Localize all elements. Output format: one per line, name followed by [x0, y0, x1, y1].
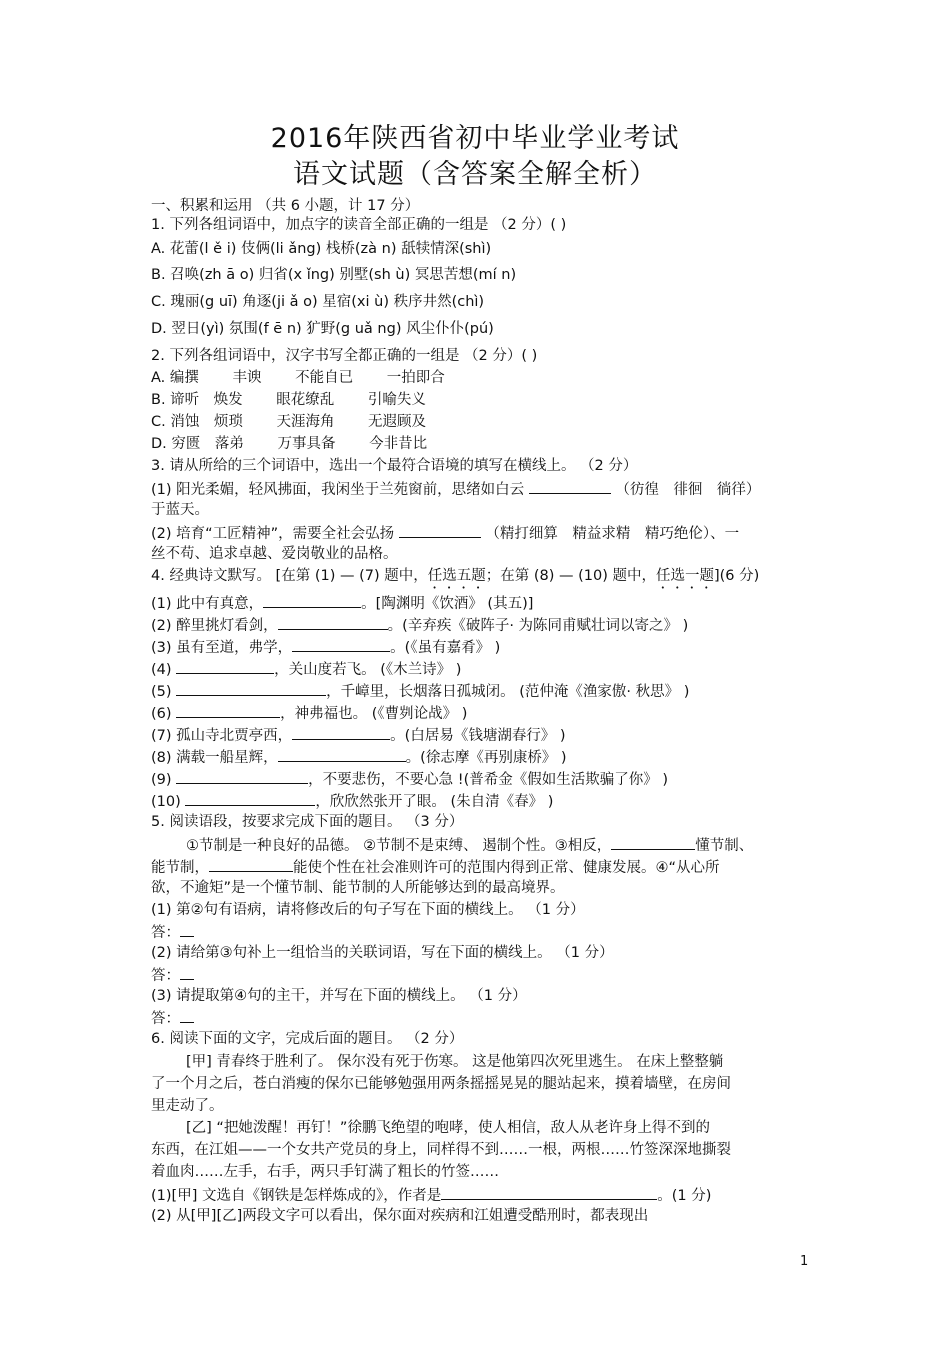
q5-answer-1 — [151, 922, 194, 942]
q5-passage-text: ①节制是一种良好的品德。 ②节制不是束缚、 遏制个性。③相反， — [186, 838, 612, 854]
answer-blank[interactable] — [292, 637, 390, 652]
q6-sub-text: (1)[甲] 文选自《钢铁是怎样炼成的》，作者是 — [151, 1188, 442, 1204]
q4-item-source: 。(辛弃疾《破阵子· 为陈同甫赋壮词以寄之》 ) — [387, 618, 689, 634]
q4-item-source: ，神弗福也。 (《曹刿论战》 ) — [280, 706, 468, 722]
document-title: 2016年陕西省初中毕业学业考试 — [270, 123, 680, 154]
q1-stem: 1. 下列各组词语中，加点字的读音全部正确的一组是 （2 分）( ) — [151, 217, 567, 233]
q6-passage-yi-line: 着血肉……左手，右手，两只手钉满了粗长的竹签…… — [151, 1164, 499, 1180]
q4-item-6 — [151, 703, 467, 723]
q1-option-b: B. 召唤(zh ā o) 归省(x ǐng) 别墅(sh ù) 冥思苦想(mí n) — [151, 267, 517, 283]
q4-stem-part: ](6 分) — [713, 568, 760, 584]
q4-item-source: 。(徐志摩《再别康桥》 ) — [405, 750, 567, 766]
q5-passage-text: 能节制， — [151, 860, 209, 876]
q4-item-source: 。(白居易《钱塘湖春行》 ) — [390, 728, 566, 744]
q5-passage-line-3: 欲，不逾矩”是一个懂节制、能节制的人所能够达到的最高境界。 — [151, 880, 565, 896]
q3-s1-options: （彷徨 徘徊 徜徉） — [615, 482, 761, 498]
q4-stem-part: 4. 经典诗文默写。 [在第 (1) — (7) 题中， — [151, 568, 428, 584]
q1-option-d: D. 翌日(yì) 氛围(f ē n) 犷野(g uǎ ng) 风尘仆仆(pú) — [151, 321, 494, 337]
q6-passage-jia-line: [甲] 青春终于胜利了。 保尔没有死于伤寒。 这是他第四次死里逃生。 在床上整整躺 — [186, 1054, 724, 1070]
q4-item-source: 。[陶渊明《饮酒》 (其五)] — [361, 596, 534, 612]
answer-blank[interactable] — [180, 1008, 194, 1023]
q4-item-text: (5) — [151, 684, 172, 700]
q5-passage-line-1 — [186, 835, 753, 855]
q2-option-c: C. 消蚀 烦琐 天涯海角 无遐顾及 — [151, 414, 427, 430]
q4-item-source: ，千嶂里，长烟落日孤城闭。 (范仲淹《渔家傲· 秋思》 ) — [326, 684, 690, 700]
q6-passage-yi-line: [乙] “把她泼醒！再钉！”徐鹏飞绝望的咆哮，使人相信，敌人从老许身上得不到的 — [186, 1120, 710, 1136]
q5-sub-1: (1) 第②句有语病，请将修改后的句子写在下面的横线上。 （1 分） — [151, 902, 585, 918]
q6-passage-jia-line: 了一个月之后，苍白消瘦的保尔已能够勉强用两条摇摇晃晃的腿站起来，摸着墙壁，在房间 — [151, 1076, 731, 1092]
answer-blank[interactable] — [263, 593, 361, 608]
answer-blank[interactable] — [180, 965, 194, 980]
answer-blank[interactable] — [278, 747, 406, 762]
q4-item-4 — [151, 659, 461, 679]
page-number: 1 — [800, 1254, 809, 1269]
q5-answer-3 — [151, 1008, 194, 1028]
q2-stem: 2. 下列各组词语中，汉字书写全都正确的一组是 （2 分）( ) — [151, 348, 538, 364]
q6-passage-yi-line: 东西，在江姐——一个女共产党员的身上，同样得不到……一根，两根……竹签深深地撕裂 — [151, 1142, 731, 1158]
q5-answer-2 — [151, 965, 194, 985]
q4-item-source: ，欣欣然张开了眼。 (朱自清《春》 ) — [315, 794, 554, 810]
q2-option-b: B. 谛听 焕发 眼花缭乱 引喻失义 — [151, 392, 426, 408]
q2-option-a: A. 编撰 丰谀 不能自已 一拍即合 — [151, 370, 445, 386]
q4-stem-part: ；在第 (8) — (10) 题中， — [485, 568, 656, 584]
q5-sub-3: (3) 请提取第④句的主干，并写在下面的横线上。 （1 分） — [151, 988, 527, 1004]
answer-blank[interactable] — [176, 681, 326, 696]
q4-item-7 — [151, 725, 566, 745]
q4-item-text: (1) 此中有真意， — [151, 596, 264, 612]
q6-sub-1 — [151, 1185, 711, 1205]
answer-label: 答： — [151, 968, 180, 984]
answer-blank[interactable] — [292, 725, 390, 740]
q3-stem: 3. 请从所给的三个词语中，选出一个最符合语境的填写在横线上。 （2 分） — [151, 458, 638, 474]
q5-sub-2: (2) 请给第③句补上一组恰当的关联词语，写在下面的横线上。 （1 分） — [151, 945, 614, 961]
q5-stem: 5. 阅读语段，按要求完成下面的题目。 （3 分） — [151, 814, 464, 830]
q6-stem: 6. 阅读下面的文字，完成后面的题目。 （2 分） — [151, 1031, 464, 1047]
q3-s1-continued: 于蓝天。 — [151, 502, 209, 518]
q6-sub-text: 。(1 分) — [657, 1188, 712, 1204]
q1-option-a: A. 花蕾(l ě i) 伎俩(li ǎng) 栈桥(zà n) 舐犊情深(shì) — [151, 241, 492, 257]
q4-item-source: ，关山度若飞。 (《木兰诗》 ) — [274, 662, 462, 678]
q4-item-text: (3) 虽有至道，弗学， — [151, 640, 293, 656]
q4-emphasis-2: 任选一题 — [655, 568, 714, 584]
q6-sub-2: (2) 从[甲][乙]两段文字可以看出，保尔面对疾病和江姐遭受酷刑时，都表现出 — [151, 1208, 649, 1224]
q3-s1-text: (1) 阳光柔媚，轻风拂面，我闲坐于兰苑窗前，思绪如白云 — [151, 482, 525, 498]
q3-s2-text: (2) 培育“工匠精神”，需要全社会弘扬 — [151, 526, 395, 542]
section-heading: 一、积累和运用 （共 6 小题，计 17 分） — [151, 198, 420, 214]
q5-passage-text: 能使个性在社会准则许可的范围内得到正常、健康发展。④“从心所 — [293, 860, 720, 876]
q4-item-source: 。(《虽有嘉肴》 ) — [390, 640, 501, 656]
document-subtitle: 语文试题（含答案全解全析） — [293, 159, 657, 190]
answer-blank[interactable] — [399, 523, 481, 538]
answer-blank[interactable] — [611, 835, 695, 850]
q4-item-9 — [151, 769, 668, 789]
q4-item-text: (10) — [151, 794, 181, 810]
answer-blank[interactable] — [529, 479, 611, 494]
q4-item-source: ，不要悲伤，不要心急 !(普希金《假如生活欺骗了你》 ) — [308, 772, 668, 788]
q4-item-3 — [151, 637, 500, 657]
q5-passage-text: 懂节制、 — [695, 838, 754, 854]
answer-blank[interactable] — [441, 1185, 657, 1200]
answer-blank[interactable] — [176, 703, 280, 718]
q4-item-text: (6) — [151, 706, 172, 722]
q5-passage-line-2 — [151, 857, 720, 877]
answer-blank[interactable] — [176, 769, 308, 784]
q3-sentence-2 — [151, 523, 739, 543]
q2-option-d: D. 穷匮 落弟 万事具备 今非昔比 — [151, 436, 428, 452]
q1-option-c: C. 瑰丽(g uī) 角逐(ji ǎ o) 星宿(xi ù) 秩序井然(chì) — [151, 294, 485, 310]
answer-blank[interactable] — [176, 659, 274, 674]
q4-item-text: (4) — [151, 662, 172, 678]
answer-blank[interactable] — [180, 922, 194, 937]
q4-item-2 — [151, 615, 688, 635]
answer-blank[interactable] — [185, 791, 315, 806]
q4-item-text: (8) 满载一船星辉， — [151, 750, 278, 766]
q4-item-1 — [151, 593, 533, 613]
q4-emphasis-1: 任选五题 — [427, 568, 486, 584]
q3-s2-options: （精打细算 精益求精 精巧绝伦）、一 — [485, 526, 740, 542]
q3-s2-continued: 丝不苟、追求卓越、爱岗敬业的品格。 — [151, 546, 398, 562]
q6-passage-jia-line: 里走动了。 — [151, 1098, 224, 1114]
q4-item-8 — [151, 747, 567, 767]
q4-stem — [151, 567, 759, 592]
answer-blank[interactable] — [278, 615, 388, 630]
answer-label: 答： — [151, 925, 180, 941]
answer-label: 答： — [151, 1011, 180, 1027]
q4-item-text: (7) 孤山寺北贾亭西， — [151, 728, 293, 744]
q4-item-text: (9) — [151, 772, 172, 788]
answer-blank[interactable] — [209, 857, 293, 872]
q4-item-text: (2) 醉里挑灯看剑， — [151, 618, 278, 634]
q4-item-10 — [151, 791, 553, 811]
q3-sentence-1 — [151, 479, 760, 499]
q4-item-5 — [151, 681, 689, 701]
